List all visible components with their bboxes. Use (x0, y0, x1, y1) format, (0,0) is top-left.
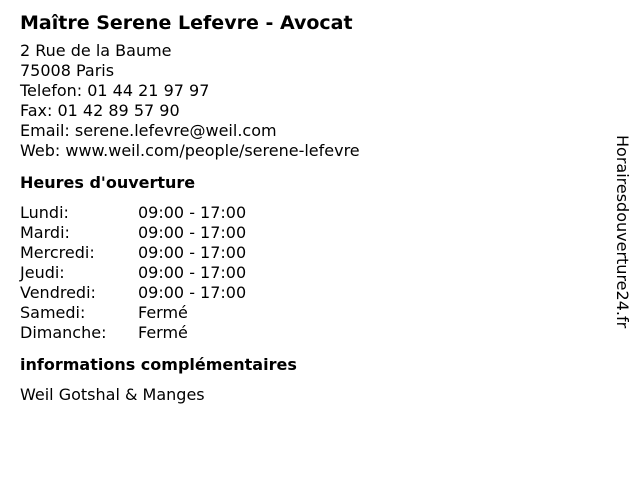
opening-hours-heading: Heures d'ouverture (20, 173, 196, 192)
day-label: Dimanche: (20, 323, 107, 342)
additional-info-heading: informations complémentaires (20, 355, 297, 374)
day-label: Samedi: (20, 303, 86, 322)
opening-hours-list (20, 203, 580, 343)
hours-row-monday (20, 203, 580, 223)
fax-number: Fax: 01 42 89 57 90 (20, 101, 180, 120)
day-label: Mercredi: (20, 243, 95, 262)
hours-row-saturday (20, 303, 580, 323)
additional-info-text: Weil Gotshal & Manges (20, 385, 205, 404)
hours-value: 09:00 - 17:00 (138, 203, 247, 222)
hours-row-sunday (20, 323, 580, 343)
street-address: 2 Rue de la Baume (20, 41, 172, 60)
hours-value: Fermé (138, 303, 188, 322)
hours-value: 09:00 - 17:00 (138, 223, 247, 242)
day-label: Mardi: (20, 223, 70, 242)
hours-value: 09:00 - 17:00 (138, 263, 247, 282)
email-address: Email: serene.lefevre@weil.com (20, 121, 277, 140)
hours-row-thursday (20, 263, 580, 283)
hours-row-friday (20, 283, 580, 303)
day-label: Lundi: (20, 203, 69, 222)
hours-value: 09:00 - 17:00 (138, 283, 247, 302)
day-label: Jeudi: (20, 263, 65, 282)
website-address: Web: www.weil.com/people/serene-lefevre (20, 141, 360, 160)
hours-row-wednesday (20, 243, 580, 263)
city-postcode: 75008 Paris (20, 61, 115, 80)
hours-value: 09:00 - 17:00 (138, 243, 247, 262)
address-block (20, 41, 580, 161)
hours-row-tuesday (20, 223, 580, 243)
phone-number: Telefon: 01 44 21 97 97 (20, 81, 210, 100)
business-title: Maître Serene Lefevre - Avocat (20, 12, 353, 34)
hours-value: Fermé (138, 323, 188, 342)
site-watermark-text: Horairesdouverture24.fr (613, 135, 632, 329)
day-label: Vendredi: (20, 283, 96, 302)
business-listing (20, 10, 580, 405)
